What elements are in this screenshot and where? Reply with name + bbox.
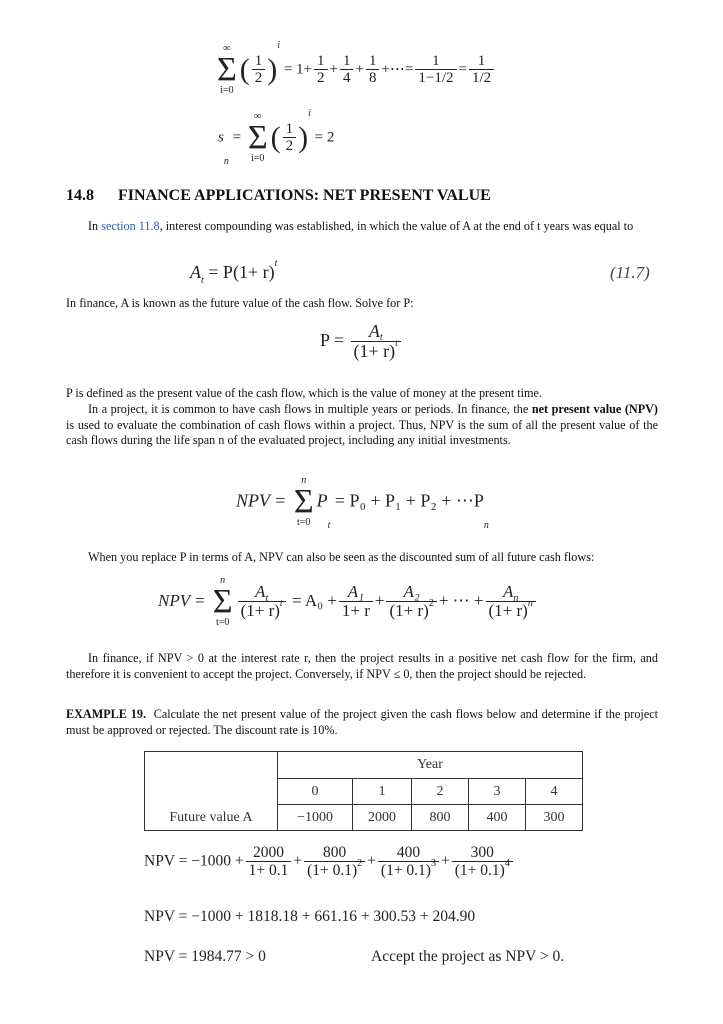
- sigma-symbol: ∞ Σ i=0: [247, 111, 268, 165]
- year-cell: 3: [469, 779, 526, 805]
- year-header: Year: [278, 752, 583, 779]
- year-cell: 2: [412, 779, 469, 805]
- npv-conclusion: Accept the project as NPV > 0.: [371, 948, 565, 965]
- table-row: [145, 752, 583, 779]
- value-cell: −1000: [278, 805, 353, 831]
- npv-definition-paragraph: In a project, it is common to have cash flows in multiple years or periods. In finance, the net present value (NPV) is used to evaluate the combination of cash flows within a project. Thus, NPV is the sum of all the present value of the cash flows during the life span n of the evaluated project, including any initial investments.: [66, 402, 658, 448]
- geometric-series-equation: ∞ Σ i=0 ( $\frac{1}{2}$ )$^i$ = 1+ $\frac{1}{2}$ + $\frac{1}{4}$ + $\frac{1}{8}$ +⋯= $\frac{1}{1-1/2}$ = $\frac{1}{1/2}$: [214, 44, 496, 96]
- year-cell: 1: [353, 779, 412, 805]
- year-cell: 4: [526, 779, 583, 805]
- npv-calculation-fractions: NPV = −1000 + $\frac{2000}{1+ 0.1}$ + $\frac{800}{(1+ 0.1)^2}$ + $\frac{400}{(1+ 0.1)^3}$ + $\frac{300}{(1+ 0.1)^4}$: [144, 845, 515, 879]
- value-cell: 400: [469, 805, 526, 831]
- section-title: FINANCE APPLICATIONS: NET PRESENT VALUE: [118, 187, 491, 204]
- sigma-symbol: n Σ t=0: [293, 475, 314, 529]
- section-heading: [66, 187, 491, 205]
- sn-equation: $s_n$ = ∞ Σ i=0 ( $\frac{1}{2}$ )$^i$ = 2: [218, 108, 335, 168]
- value-cell: 2000: [353, 805, 412, 831]
- year-cell: 0: [278, 779, 353, 805]
- value-cell: 300: [526, 805, 583, 831]
- section-link[interactable]: section 11.8: [101, 219, 160, 233]
- npv-calculation-values: NPV = −1000 + 1818.18 + 661.16 + 300.53 + 204.90: [144, 908, 476, 925]
- sigma-symbol: ∞ Σ i=0: [217, 43, 237, 97]
- npv-result: NPV = 1984.77 > 0: [144, 948, 266, 965]
- row-label-cell: Future value A: [145, 752, 278, 831]
- compound-equation: $A_t = P(1+ r)^t$: [190, 258, 278, 286]
- example-paragraph: EXAMPLE 19. Calculate the net present value of the project given the cash flows below and determine if the project must be approved or rejected. The discount rate is 10%.: [66, 707, 659, 737]
- equation-label: (11.7): [610, 263, 650, 282]
- present-value-paragraph: P is defined as the present value of the cash flow, which is the value of money at the present time.: [66, 386, 542, 400]
- intro-paragraph: In section 11.8, interest compounding was established, in which the value of A at the end of t years was equal to: [88, 219, 634, 233]
- example-label: EXAMPLE 19.: [66, 707, 147, 721]
- value-cell: 800: [412, 805, 469, 831]
- future-value-paragraph: In finance, A is known as the future value of the cash flow. Solve for P:: [66, 296, 414, 310]
- discounted-sum-paragraph: When you replace P in terms of A, NPV can also be seen as the discounted sum of all future cash flows:: [88, 550, 595, 564]
- sigma-symbol: n Σ t=0: [212, 575, 233, 629]
- cash-flow-table: [144, 751, 583, 831]
- npv-sum-equation: NPV = n Σ t=0 $P_t = P_0 + P_1 + P_2$ + $\cdots P_n$: [236, 475, 489, 532]
- present-value-equation: P = $\frac{A_t}{(1+ r)^t}$: [320, 322, 403, 362]
- npv-discount-equation: NPV = n Σ t=0 $\frac{A_t}{(1+ r)^t}$ = A₀ + $\frac{\text{A₁}}{1+ r}$ + $\frac{\text{A₂}}{(1+ r)^2}$ + ⋯ + $\frac{A_n}{(1+ r)^n}$: [158, 576, 538, 628]
- decision-rule-paragraph: In finance, if NPV > 0 at the interest rate r, then the project results in a positive net cash flow for the firm, and therefore it is convenient to accept the project. Conversely, if NPV ≤ 0, then the project should be rejected.: [66, 651, 658, 681]
- section-number: 14.8: [66, 187, 94, 204]
